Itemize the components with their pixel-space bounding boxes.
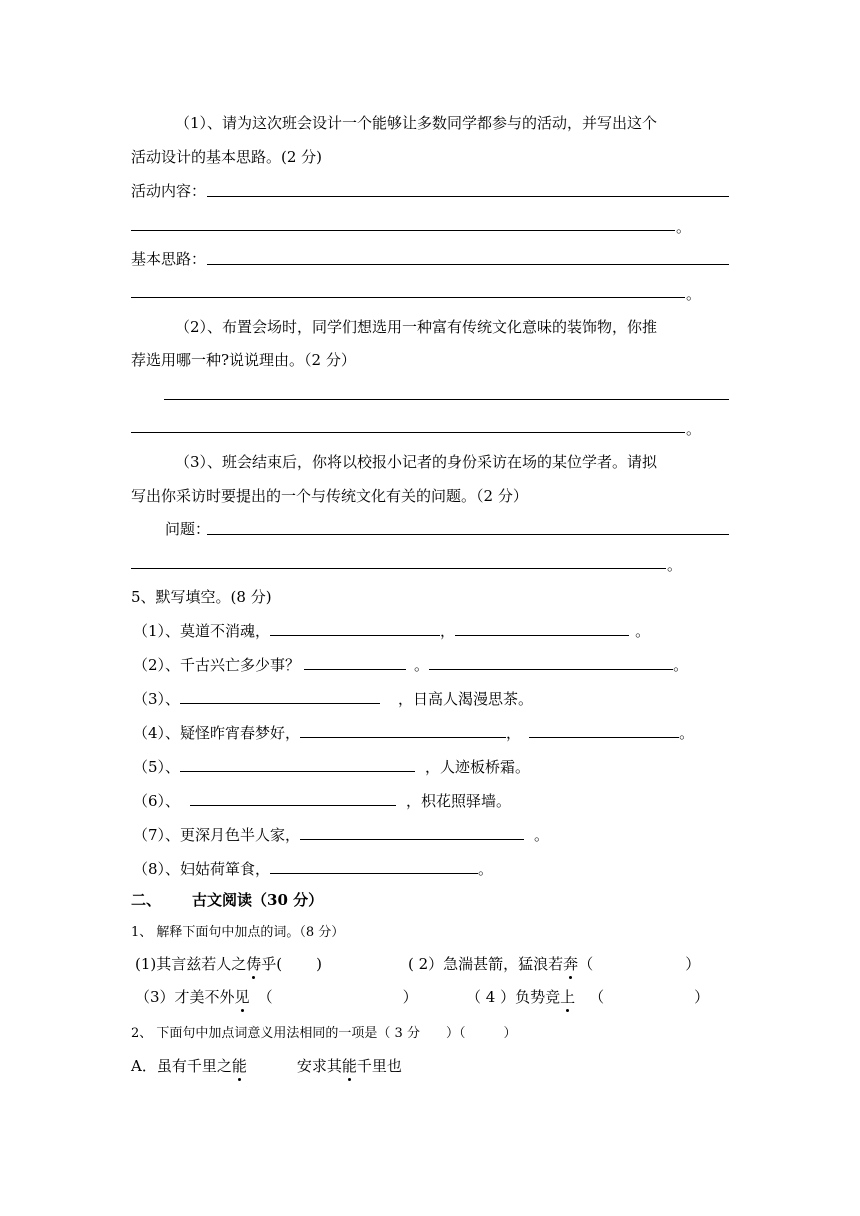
- q1-item-4-text: （ 4 ）负势竞: [466, 988, 561, 1006]
- q5-item-6-prefix: （6）、: [133, 792, 181, 810]
- q5-item-2-end: 。: [673, 656, 689, 674]
- q5-item-1-mid: ，: [440, 622, 456, 640]
- q1-item-1-dotted-word: 俦: [246, 955, 262, 973]
- q1-item-2-text: ( 2）急湍甚箭，猛浪若: [408, 955, 564, 973]
- q5-item-3: [133, 689, 533, 709]
- q5-item-4-end: 。: [679, 724, 695, 742]
- q1-item-3: [135, 987, 418, 1007]
- q2-paren-1: ）（: [445, 1026, 466, 1041]
- q2-option-a-dotted-word-1: 能: [231, 1057, 247, 1075]
- q2-title: 2、 下面句中加点词意义用法相同的一项是（ 3 分: [131, 1026, 420, 1041]
- q2-option-a-mid: 安求其: [296, 1057, 342, 1075]
- q1-item-1-text-end: 乎(: [261, 955, 283, 973]
- section-2-number: 二、: [131, 891, 162, 909]
- q5-item-3-blank[interactable]: [180, 689, 380, 704]
- q1-item-2-dotted-word: 奔: [563, 955, 579, 973]
- q5-item-8-prefix: （8）、妇姑荷箪食，: [133, 860, 271, 878]
- q5-item-1-prefix: （1）、莫道不消魂，: [133, 622, 271, 640]
- interview-answer-line-2[interactable]: [131, 568, 666, 569]
- q5-item-5-suffix: ，人迹板桥霜。: [425, 758, 531, 776]
- q5-item-5-blank[interactable]: [180, 757, 415, 772]
- q5-item-8: [133, 859, 493, 879]
- q2-option-a: [131, 1056, 402, 1076]
- q5-item-4: [133, 723, 694, 743]
- idea-period: 。: [686, 285, 702, 303]
- q5-item-1-blank-2[interactable]: [455, 621, 629, 636]
- q5-item-6: [133, 791, 511, 811]
- q1-item-2: [408, 954, 700, 974]
- q5-item-4-prefix: （4）、疑怪昨宵春梦好，: [133, 724, 301, 742]
- q5-item-6-blank[interactable]: [190, 791, 396, 806]
- q1-item-1-close: ): [316, 955, 322, 973]
- q5-title: 5、默写填空。(8 分): [131, 588, 272, 606]
- q5-item-7-blank[interactable]: [300, 825, 524, 840]
- q5-item-4-mid: ，: [506, 724, 522, 742]
- question-label: 问题：: [165, 520, 211, 538]
- q5-item-5: [133, 757, 530, 777]
- decoration-answer-line-2[interactable]: [131, 432, 685, 433]
- q4-part3-line2: 写出你采访时要提出的一个与传统文化有关的问题。（2 分）: [131, 487, 528, 505]
- q2-question: [131, 1024, 516, 1044]
- q1-item-4-close: ）: [694, 988, 710, 1006]
- q1-item-1-text: (1)其言兹若人之: [135, 955, 247, 973]
- q4-part2-line2: 荐选用哪一种?说说理由。（2 分）: [131, 351, 356, 369]
- q1-item-3-open: （: [257, 988, 273, 1006]
- decoration-period: 。: [686, 420, 702, 438]
- q5-item-6-suffix: ，枳花照驿墙。: [406, 792, 512, 810]
- q2-option-a-end: 千里也: [356, 1057, 402, 1075]
- q5-item-2-blank-2[interactable]: [429, 655, 673, 670]
- idea-label: 基本思路：: [131, 250, 207, 268]
- q5-item-3-suffix: ，日高人渴漫思茶。: [398, 690, 534, 708]
- q5-item-8-blank[interactable]: [270, 859, 478, 874]
- q1-item-3-close: ）: [402, 988, 418, 1006]
- q5-item-2: [133, 655, 688, 675]
- q2-option-a-dotted-word-2: 能: [341, 1057, 357, 1075]
- q2-paren-2: ）: [503, 1026, 517, 1041]
- q1-item-2-open: （: [578, 955, 594, 973]
- activity-answer-line-2[interactable]: [131, 230, 675, 231]
- activity-period: 。: [676, 218, 692, 236]
- q4-part2-line1: （2）、布置会场时，同学们想选用一种富有传统文化意味的装饰物，你推: [175, 318, 658, 336]
- q5-item-4-blank-1[interactable]: [300, 723, 506, 738]
- q5-item-8-end: 。: [478, 860, 494, 878]
- q2-option-a-text: A．虽有千里之: [131, 1057, 232, 1075]
- q1-item-2-close: ）: [685, 955, 701, 973]
- q4-part1-line1: （1）、请为这次班会设计一个能够让多数同学都参与的活动，并写出这个: [175, 114, 658, 132]
- q1-item-4: [466, 987, 709, 1007]
- q5-item-2-prefix: （2）、千古兴亡多少事？: [133, 656, 301, 674]
- q1-item-3-dotted-word: 见: [234, 988, 250, 1006]
- q4-part1-line2: 活动设计的基本思路。(2 分): [131, 148, 323, 166]
- section-2-title: 古文阅读（30 分）: [192, 891, 324, 909]
- decoration-answer-line-1[interactable]: [164, 399, 729, 400]
- q5-item-5-prefix: （5）、: [133, 758, 181, 776]
- q1-item-3-text: （3）才美不外: [135, 988, 235, 1006]
- q5-item-7-prefix: （7）、更深月色半人家，: [133, 826, 301, 844]
- idea-answer-line-1[interactable]: [207, 264, 729, 265]
- q1-item-4-dotted-word: 上: [560, 988, 576, 1006]
- q1-item-4-open: （: [589, 988, 605, 1006]
- q4-part3-line1: （3）、班会结束后，你将以校报小记者的身份采访在场的某位学者。请拟: [175, 453, 658, 471]
- q5-item-2-mid: 。: [414, 656, 430, 674]
- q5-item-1-blank-1[interactable]: [270, 621, 440, 636]
- q5-item-7-end: 。: [534, 826, 550, 844]
- q1-item-1: [135, 954, 322, 974]
- idea-answer-line-2[interactable]: [131, 297, 685, 298]
- q1-title: 1、 解释下面句中加点的词。（8 分）: [131, 925, 345, 940]
- interview-answer-line-1[interactable]: [207, 534, 729, 535]
- q5-item-2-blank-1[interactable]: [304, 655, 406, 670]
- q5-item-4-blank-2[interactable]: [529, 723, 679, 738]
- q5-item-7: [133, 825, 549, 845]
- activity-answer-line-1[interactable]: [207, 196, 729, 197]
- activity-label: 活动内容：: [131, 182, 207, 200]
- interview-period: 。: [667, 556, 683, 574]
- q5-item-1-end: 。: [635, 622, 651, 640]
- q5-item-3-prefix: （3）、: [133, 690, 181, 708]
- q5-item-1: [133, 621, 650, 641]
